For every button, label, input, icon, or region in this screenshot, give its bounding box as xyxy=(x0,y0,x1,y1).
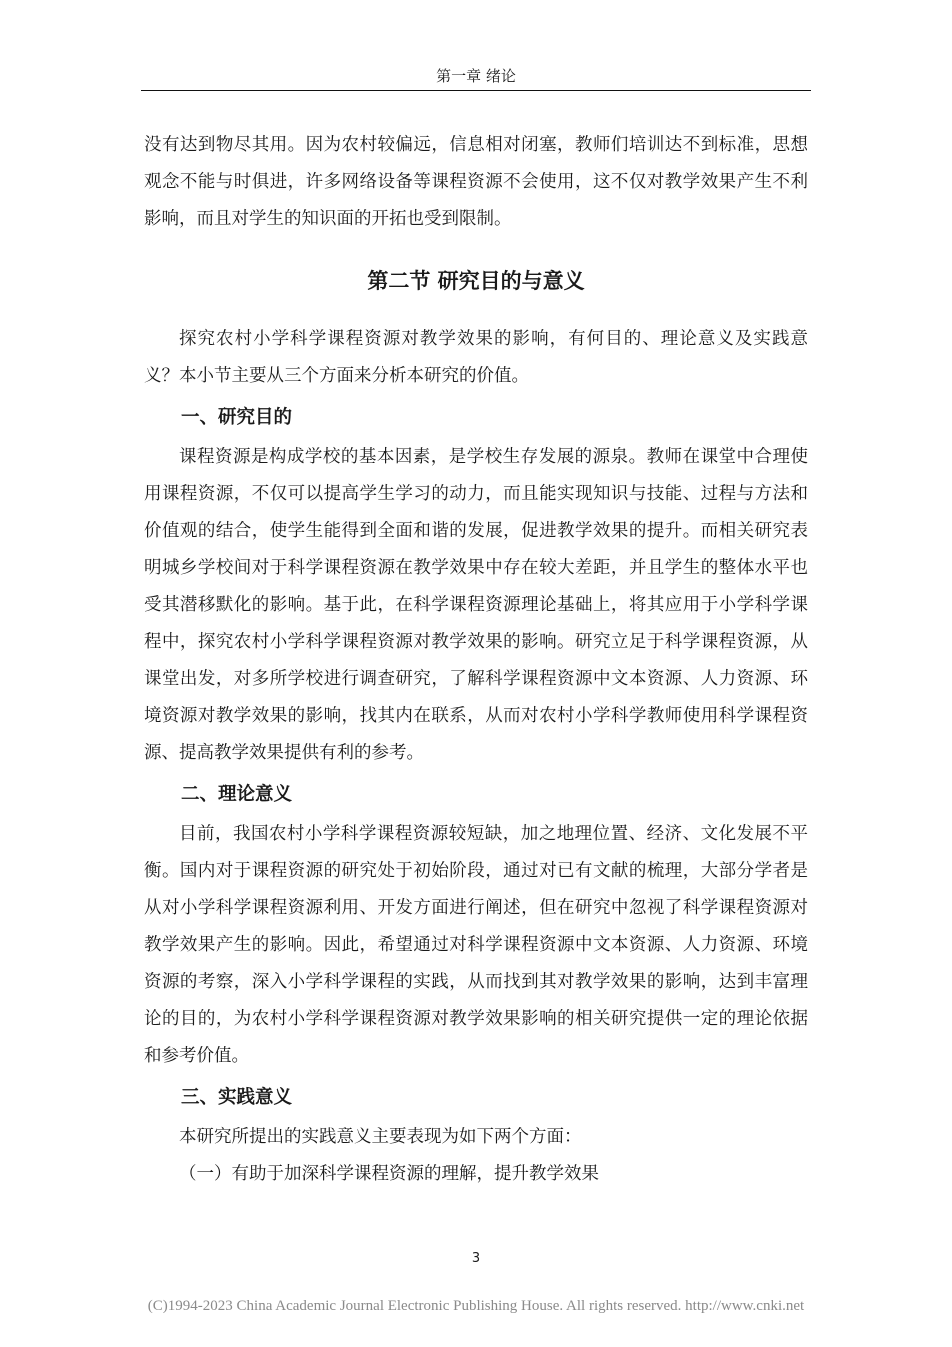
practice-intro-paragraph: 本研究所提出的实践意义主要表现为如下两个方面： xyxy=(179,1127,582,1147)
subsection-title-theory: 二、理论意义 xyxy=(181,784,293,805)
subsection-title-purpose: 一、研究目的 xyxy=(181,407,293,428)
copyright-footer: (C)1994-2023 China Academic Journal Electronic Publishing House. All rights reserved. http://www.cnki.net xyxy=(147,1298,805,1314)
theory-paragraph: 目前，我国农村小学科学课程资源较短缺，加之地理位置、经济、文化发展不平衡。国内对于课程资源的研究处于初始阶段，通过对已有文献的梳理，大部分学者是从对小学科学课程资源利用、开发方面进行阐述，但在研究中忽视了科学课程资源对教学效果产生的影响。因此，希望通过对科学课程资源中文本资源、人力资源、环境资源的考察，深入小学科学课程的实践，从而找到其对教学效果的影响，达到丰富理论的目的，为农村小学科学课程资源对教学效果影响的相关研究提供一定的理论依据和参考价值。 xyxy=(144,824,808,1066)
continuation-paragraph: 没有达到物尽其用。因为农村较偏远，信息相对闭塞，教师们培训达不到标准，思想观念不能与时俱进，许多网络设备等课程资源不会使用，这不仅对教学效果产生不利影响，而且对学生的知识面的开拓也受到限制。 xyxy=(144,135,808,229)
practice-item-heading: （一）有助于加深科学课程资源的理解，提升教学效果 xyxy=(179,1164,599,1184)
header-rule xyxy=(141,90,811,91)
page-body xyxy=(144,127,808,1193)
page-number: 3 xyxy=(471,1251,481,1266)
section-title: 第二节 研究目的与意义 xyxy=(367,269,585,293)
intro-paragraph: 探究农村小学科学课程资源对教学效果的影响，有何目的、理论意义及实践意义？本小节主要从三个方面来分析本研究的价值。 xyxy=(144,329,808,386)
running-header-title: 第一章 绪论 xyxy=(436,67,516,85)
subsection-title-practice: 三、实践意义 xyxy=(181,1087,293,1108)
purpose-paragraph: 课程资源是构成学校的基本因素，是学校生存发展的源泉。教师在课堂中合理使用课程资源，不仅可以提高学生学习的动力，而且能实现知识与技能、过程与方法和价值观的结合，使学生能得到全面和谐的发展，促进教学效果的提升。而相关研究表明城乡学校间对于科学课程资源在教学效果中存在较大差距，并且学生的整体水平也受其潜移默化的影响。基于此，在科学课程资源理论基础上，将其应用于小学科学课程中，探究农村小学科学课程资源对教学效果的影响。研究立足于科学课程资源，从课堂出发，对多所学校进行调查研究，了解科学课程资源中文本资源、人力资源、环境资源对教学效果的影响，找其内在联系，从而对农村小学科学教师使用科学课程资源、提高教学效果提供有利的参考。 xyxy=(144,447,808,763)
